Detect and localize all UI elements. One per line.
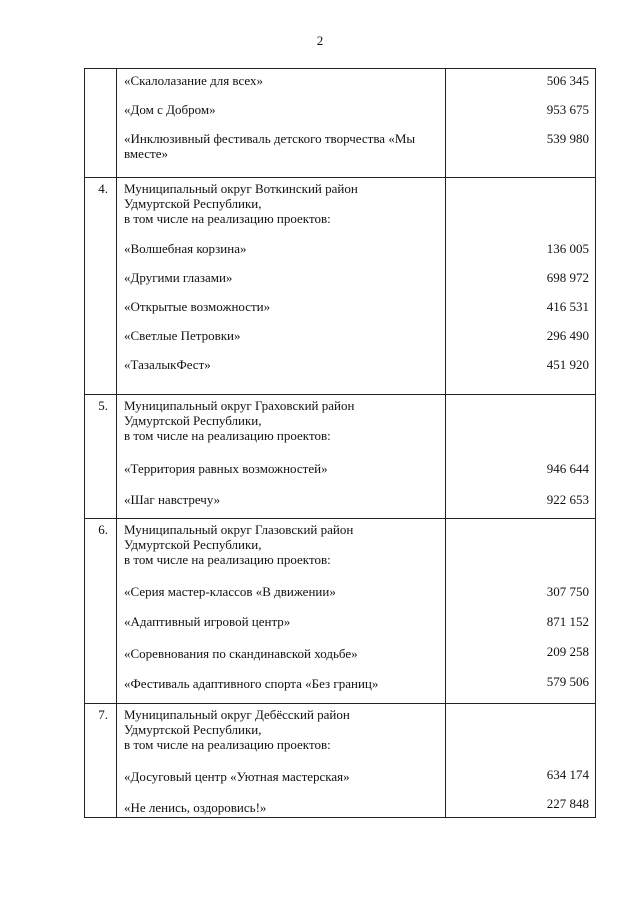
project-name: «Волшебная корзина» <box>124 241 247 256</box>
municipality-cell <box>117 519 446 704</box>
project-sum: 136 005 <box>546 241 589 256</box>
table-row <box>85 704 596 818</box>
project-name: «Территория равных возможностей» <box>124 461 328 476</box>
sum-cell <box>446 704 596 818</box>
row-number: 5. <box>85 395 117 519</box>
project-sum: 209 258 <box>546 644 589 659</box>
project-name: «Шаг навстречу» <box>124 492 221 507</box>
project-sum: 307 750 <box>546 584 589 599</box>
project-name: «Серия мастер-классов «В движении» <box>124 584 336 599</box>
project-name: «Соревнования по скандинавской ходьбе» <box>124 646 358 661</box>
project-sum: 634 174 <box>546 767 589 782</box>
budget-table-body <box>85 69 596 818</box>
row-number: 6. <box>85 519 117 704</box>
row-number: 7. <box>85 704 117 818</box>
municipality-name-line: Удмуртской Республики, <box>124 413 262 428</box>
municipality-name-line: Удмуртской Республики, <box>124 537 262 552</box>
project-name: «Инклюзивный фестиваль детского творчества «Мы вместе» <box>124 131 416 161</box>
project-sum: 227 848 <box>546 796 589 811</box>
municipality-name: Муниципальный округ Дебёсский район <box>124 707 350 722</box>
project-name: «Другими глазами» <box>124 270 233 285</box>
sum-cell <box>446 178 596 395</box>
project-sum: 946 644 <box>546 461 589 476</box>
municipality-name: Муниципальный округ Воткинский район <box>124 181 358 196</box>
project-name: «Дом с Добром» <box>124 102 216 117</box>
municipality-name-line: в том числе на реализацию проектов: <box>124 737 331 752</box>
municipality-name: Муниципальный округ Глазовский район <box>124 522 354 537</box>
project-name: «Скалолазание для всех» <box>124 73 264 88</box>
row-number <box>85 69 117 178</box>
municipality-cell <box>117 704 446 818</box>
sum-cell <box>446 395 596 519</box>
municipality-name-line: в том числе на реализацию проектов: <box>124 428 331 443</box>
table-row <box>85 69 596 178</box>
table-row <box>85 178 596 395</box>
project-sum: 506 345 <box>546 73 589 88</box>
project-sum: 451 920 <box>546 357 589 372</box>
sum-cell <box>446 519 596 704</box>
row-number: 4. <box>85 178 117 395</box>
budget-table <box>84 68 596 818</box>
project-sum: 296 490 <box>546 328 589 343</box>
sum-cell <box>446 69 596 178</box>
table-row <box>85 519 596 704</box>
project-sum: 698 972 <box>546 270 589 285</box>
municipality-name: Муниципальный округ Граховский район <box>124 398 355 413</box>
project-sum: 922 653 <box>546 492 589 507</box>
page-number: 2 <box>316 33 324 48</box>
table-row <box>85 395 596 519</box>
municipality-name-line: Удмуртской Республики, <box>124 722 262 737</box>
project-name: «Открытые возможности» <box>124 299 271 314</box>
municipality-cell <box>117 178 446 395</box>
project-sum: 953 675 <box>546 102 589 117</box>
municipality-name-line: Удмуртской Республики, <box>124 196 262 211</box>
project-name: «Досуговый центр «Уютная мастерская» <box>124 769 350 784</box>
project-name: «Адаптивный игровой центр» <box>124 614 291 629</box>
municipality-cell <box>117 69 446 178</box>
municipality-name-line: в том числе на реализацию проектов: <box>124 211 331 226</box>
project-sum: 579 506 <box>546 674 589 689</box>
municipality-name-line: в том числе на реализацию проектов: <box>124 552 331 567</box>
project-sum: 416 531 <box>546 299 589 314</box>
project-sum: 539 980 <box>546 131 589 146</box>
project-name: «ТазалыкФест» <box>124 357 211 372</box>
project-name: «Светлые Петровки» <box>124 328 241 343</box>
project-name: «Фестиваль адаптивного спорта «Без границ» <box>124 676 379 691</box>
project-sum: 871 152 <box>546 614 589 629</box>
municipality-cell <box>117 395 446 519</box>
project-name: «Не ленись, оздоровись!» <box>124 800 267 815</box>
